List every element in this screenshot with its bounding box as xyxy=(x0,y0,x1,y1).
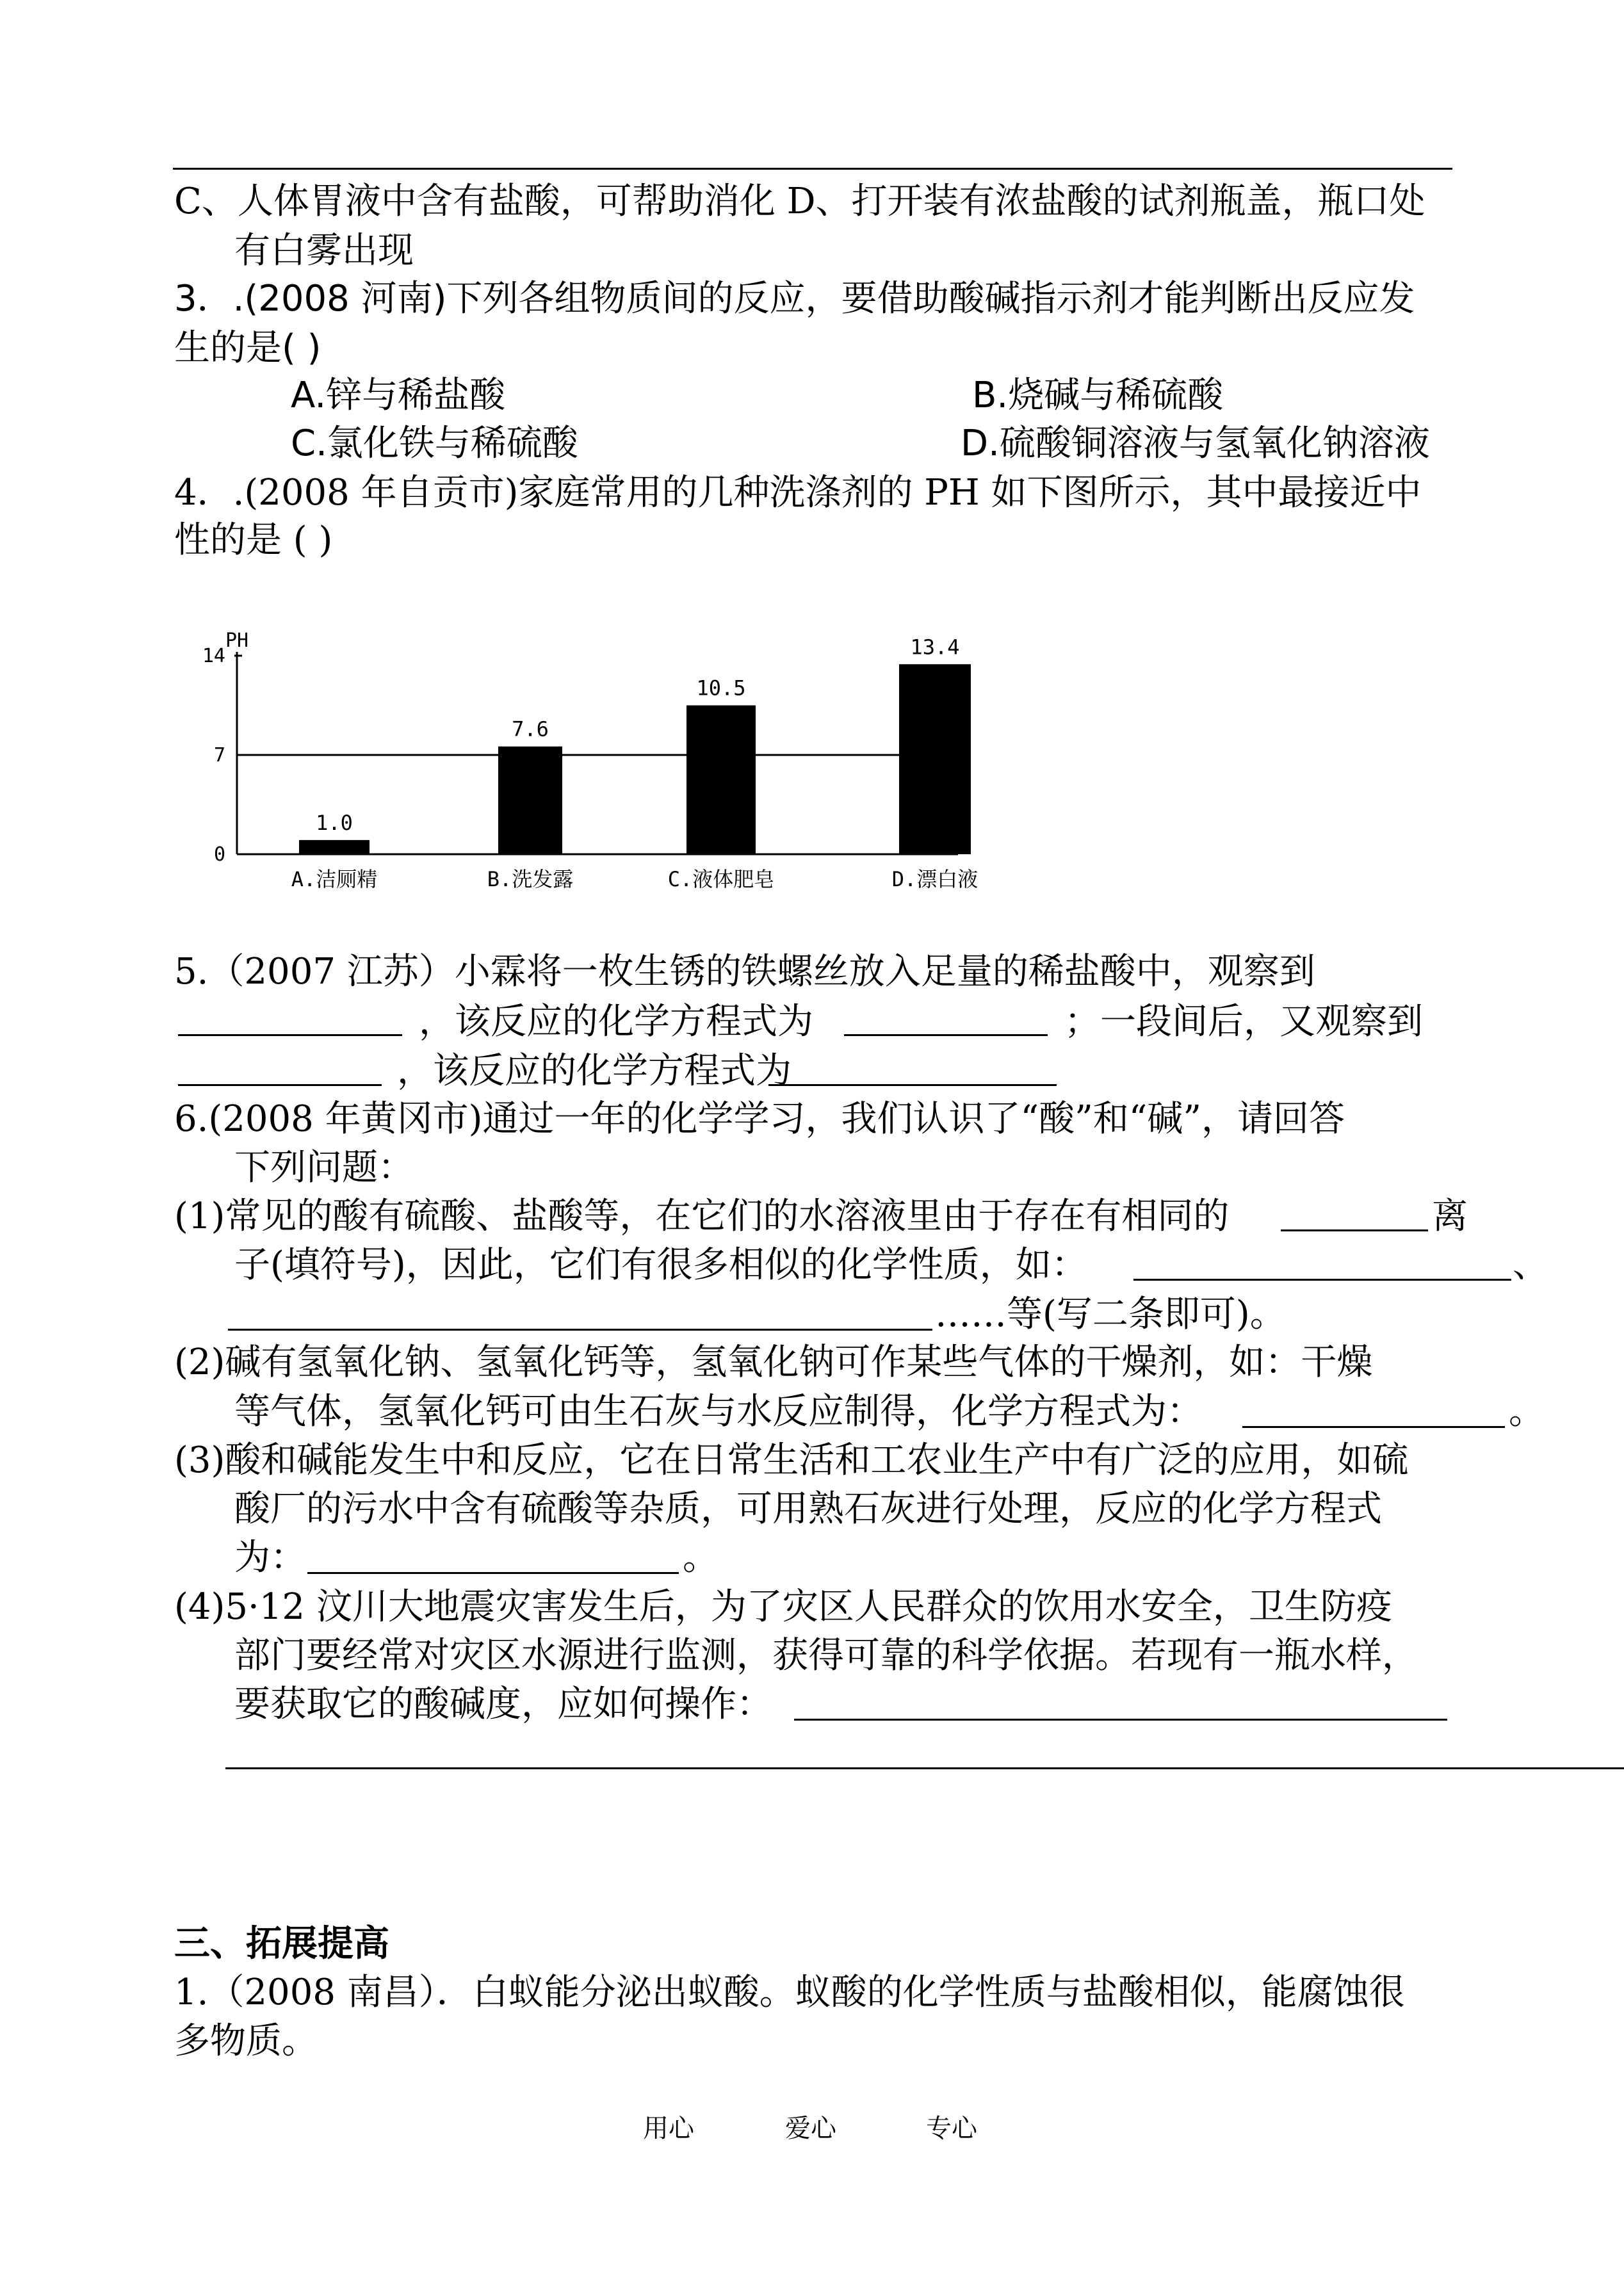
q6-2-line-1: (2)碱有氢氧化钠、氢氧化钙等，氢氧化钠可作某些气体的干燥剂，如：干燥 xyxy=(174,1342,1373,1383)
q6-line-1: 6.(2008 年黄冈市)通过一年的化学学习，我们认识了“酸”和“碱”，请回答 xyxy=(174,1098,1345,1140)
q6-3-blank-equation[interactable] xyxy=(307,1572,679,1574)
footer-right: 专心 xyxy=(926,2114,977,2143)
q6-3-line-3-end: 。 xyxy=(683,1537,719,1578)
q4-line-2: 性的是 ( ) xyxy=(174,519,333,561)
q5-line-3: ，该反应的化学方程式为 xyxy=(397,1050,792,1092)
bar-data-label: 1.0 xyxy=(316,810,353,835)
s3-q1-line-1: 1.（2008 南昌）．白蚁能分泌出蚁酸。蚁酸的化学性质与盐酸相似，能腐蚀很 xyxy=(174,1972,1405,2013)
footer-middle: 爱心 xyxy=(785,2114,836,2143)
q6-1-blank-property-1[interactable] xyxy=(1133,1279,1511,1281)
q3-option-a: A.锌与稀盐酸 xyxy=(291,375,506,416)
section-3-heading: 三、拓展提高 xyxy=(174,1922,389,1965)
y-tick-label: 0 xyxy=(213,843,225,866)
bar-data-label: 10.5 xyxy=(696,676,746,701)
q3-option-b: B.烧碱与稀硫酸 xyxy=(972,375,1224,416)
x-tick-label: B.洗发露 xyxy=(487,867,574,891)
q5-line-1: 5.（2007 江苏）小霖将一枚生锈的铁螺丝放入足量的稀盐酸中，观察到 xyxy=(174,951,1315,993)
bar xyxy=(498,747,562,854)
s3-q1-line-2: 多物质。 xyxy=(174,2020,318,2062)
q6-2-line-2-end: 。 xyxy=(1509,1391,1545,1432)
footer-left: 用心 xyxy=(643,2114,694,2143)
q6-4-line-2: 部门要经常对灾区水源进行监测，获得可靠的科学依据。若现有一瓶水样， xyxy=(234,1635,1418,1676)
q5-line-2-b: ；一段间后，又观察到 xyxy=(1064,1001,1423,1042)
q6-line-2: 下列问题： xyxy=(234,1147,414,1188)
q6-2-line-2: 等气体，氢氧化钙可由生石灰与水反应制得，化学方程式为： xyxy=(234,1391,1203,1432)
bar xyxy=(686,706,756,855)
q3-option-d: D.硫酸铜溶液与氢氧化钠溶液 xyxy=(961,423,1430,464)
q6-1-blank-ion[interactable] xyxy=(1281,1229,1428,1231)
q6-4-line-3: 要获取它的酸碱度，应如何操作： xyxy=(234,1683,772,1725)
q6-1-line-1-b: 离 xyxy=(1432,1196,1468,1237)
option-c-line: C、人体胃液中含有盐酸，可帮助消化 D、打开装有浓盐酸的试剂瓶盖，瓶口处 xyxy=(174,181,1425,222)
y-axis-label: PH xyxy=(225,629,249,652)
y-tick-label: 7 xyxy=(213,744,225,766)
q6-4-blank-1[interactable] xyxy=(794,1719,1447,1721)
x-tick-label: D.漂白液 xyxy=(891,867,978,891)
q6-4-line-1: (4)5·12 汶川大地震灾害发生后，为了灾区人民群众的饮用水安全，卫生防疫 xyxy=(174,1586,1392,1628)
q6-1-blank-property-2[interactable] xyxy=(228,1329,932,1331)
q5-blank-1[interactable] xyxy=(178,1034,402,1036)
x-tick-label: C.液体肥皂 xyxy=(667,867,775,891)
q4-line-1: 4．.(2008 年自贡市)家庭常用的几种洗涤剂的 PH 如下图所示，其中最接近中 xyxy=(174,472,1422,514)
q6-3-line-3: 为： xyxy=(234,1537,306,1578)
bar xyxy=(299,840,369,854)
top-rule xyxy=(173,168,1452,170)
bar xyxy=(899,664,971,854)
q6-2-blank-equation[interactable] xyxy=(1242,1426,1505,1428)
q6-1-line-3: ……等(写二条即可)。 xyxy=(935,1293,1286,1335)
y-tick-label: 14 xyxy=(202,645,225,667)
q6-1-line-1-a: (1)常见的酸有硫酸、盐酸等，在它们的水溶液里由于存在有相同的 xyxy=(174,1196,1230,1237)
q6-3-line-2: 酸厂的污水中含有硫酸等杂质，可用熟石灰进行处理，反应的化学方程式 xyxy=(234,1488,1382,1530)
q5-line-2-a: ，该反应的化学方程式为 xyxy=(419,1001,813,1042)
q6-4-blank-2[interactable] xyxy=(225,1767,1624,1769)
ph-bar-chart xyxy=(192,615,999,909)
q6-1-line-2-end: 、 xyxy=(1513,1244,1548,1286)
q3-line-1: 3．.(2008 河南)下列各组物质间的反应，要借助酸碱指示剂才能判断出反应发 xyxy=(174,278,1415,320)
q5-blank-2[interactable] xyxy=(844,1034,1048,1036)
q5-blank-3[interactable] xyxy=(178,1084,382,1086)
q6-3-line-1: (3)酸和碱能发生中和反应，它在日常生活和工农业生产中有广泛的应用，如硫 xyxy=(174,1439,1409,1481)
bar-data-label: 7.6 xyxy=(512,717,549,742)
option-c-line-2: 有白雾出现 xyxy=(234,230,414,272)
bar-data-label: 13.4 xyxy=(910,635,960,660)
q3-option-c: C.氯化铁与稀硫酸 xyxy=(291,423,578,464)
q5-blank-4[interactable] xyxy=(768,1084,1057,1086)
q6-1-line-2: 子(填符号)，因此，它们有很多相似的化学性质，如： xyxy=(234,1244,1087,1286)
q3-line-2: 生的是( ) xyxy=(174,327,321,369)
x-tick-label: A.洁厕精 xyxy=(291,867,378,891)
